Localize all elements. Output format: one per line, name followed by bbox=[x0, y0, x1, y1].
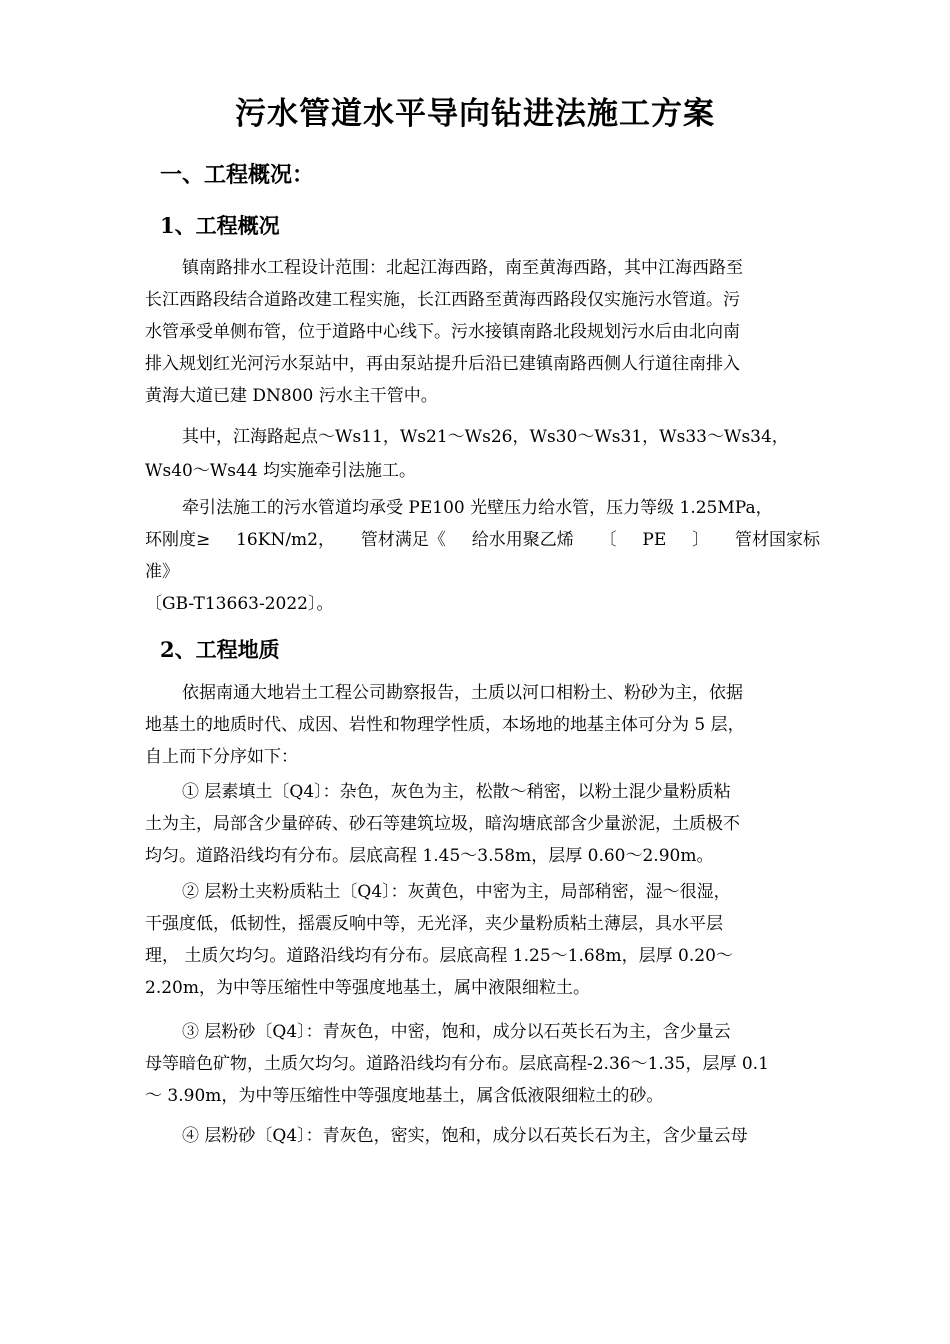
text-line: 〔GB-T13663-2022〕。 bbox=[145, 594, 334, 614]
text-line: 牵引法施工的污水管道均承受 PE100 光壁压力给水管，压力等级 1.25MPa， bbox=[182, 498, 773, 518]
paragraph-layer-3 bbox=[145, 1016, 820, 1112]
text-line: ① 层素填土〔Q4〕：杂色，灰色为主，松散～稍密，以粉土混少量粉质粘 bbox=[182, 782, 731, 802]
text-fragment: 环刚度≥ bbox=[145, 530, 211, 550]
paragraph-layer-2 bbox=[145, 876, 820, 1004]
text-line: 理， 土质欠均匀。道路沿线均有分布。层底高程 1.25～1.68m，层厚 0.20～ bbox=[145, 946, 733, 966]
paragraph-layer-1 bbox=[145, 776, 820, 872]
text-fragment: 〕 bbox=[692, 530, 710, 550]
text-line: 干强度低，低韧性，摇震反响中等，无光泽，夹少量粉质粘土薄层，具水平层 bbox=[145, 914, 723, 934]
text-fragment: PE bbox=[642, 530, 667, 550]
text-fragment: 管材满足《 bbox=[360, 530, 446, 550]
text-fragment: 给水用聚乙烯 bbox=[471, 530, 574, 550]
text-fragment: 管材国家标 bbox=[735, 530, 820, 550]
paragraph-scope bbox=[145, 252, 820, 412]
text-line: 地基土的地质时代、成因、岩性和物理学性质，本场地的地基主体可分为 5 层， bbox=[145, 715, 745, 735]
text-line: Ws40～Ws44 均实施牵引法施工。 bbox=[145, 461, 417, 481]
paragraph-segments bbox=[145, 420, 820, 488]
text-line: ④ 层粉砂〔Q4〕：青灰色，密实，饱和，成分以石英长石为主，含少量云母 bbox=[182, 1126, 748, 1146]
text-line: 依据南通大地岩土工程公司勘察报告，土质以河口相粉土、粉砂为主，依据 bbox=[182, 683, 743, 703]
paragraph-pipe-material bbox=[145, 492, 820, 620]
text-line: ③ 层粉砂〔Q4〕：青灰色，中密，饱和，成分以石英长石为主，含少量云 bbox=[182, 1022, 731, 1042]
subsection-heading-geology: 2、工程地质 bbox=[160, 637, 280, 662]
text-line: 准》 bbox=[145, 562, 179, 582]
text-line: 自上而下分序如下： bbox=[145, 747, 298, 767]
text-line-spread bbox=[145, 524, 820, 556]
section-heading-overview: 一、工程概况： bbox=[160, 162, 315, 188]
text-line: 排入规划红光河污水泵站中，再由泵站提升后沿已建镇南路西侧人行道往南排入 bbox=[145, 354, 740, 374]
text-line: 均匀。道路沿线均有分布。层底高程 1.45～3.58m，层厚 0.60～2.90m。 bbox=[145, 846, 714, 866]
document-title: 污水管道水平导向钻进法施工方案 bbox=[235, 96, 715, 132]
text-line: 2.20m，为中等压缩性中等强度地基土，属中液限细粒土。 bbox=[145, 978, 590, 998]
text-line: 母等暗色矿物，土质欠均匀。道路沿线均有分布。层底高程-2.36～1.35，层厚 0.1 bbox=[145, 1054, 769, 1074]
paragraph-geology-intro bbox=[145, 677, 820, 773]
paragraph-layer-4 bbox=[145, 1120, 820, 1152]
text-line: ② 层粉土夹粉质粘土〔Q4〕：灰黄色，中密为主，局部稍密，湿～很湿， bbox=[182, 882, 731, 902]
text-fragment: 16KN/m2， bbox=[236, 530, 335, 550]
text-line: 黄海大道已建 DN800 污水主干管中。 bbox=[145, 386, 438, 406]
text-line: 长江西路段结合道路改建工程实施，长江西路至黄海西路段仅实施污水管道。污 bbox=[145, 290, 740, 310]
subsection-heading-overview: 1、工程概况 bbox=[160, 213, 280, 238]
text-line: 镇南路排水工程设计范围：北起江海西路，南至黄海西路，其中江海西路至 bbox=[182, 258, 743, 278]
text-line: 土为主，局部含少量碎砖、砂石等建筑垃圾，暗沟塘底部含少量淤泥，土质极不 bbox=[145, 814, 740, 834]
text-fragment: 〔 bbox=[599, 530, 617, 550]
text-line: 水管承受单侧布管，位于道路中心线下。污水接镇南路北段规划污水后由北向南 bbox=[145, 322, 740, 342]
text-line: ～ 3.90m，为中等压缩性中等强度地基土，属含低液限细粒土的砂。 bbox=[145, 1086, 664, 1106]
text-line: 其中，江海路起点～Ws11，Ws21～Ws26，Ws30～Ws31，Ws33～Ws34， bbox=[182, 427, 789, 447]
